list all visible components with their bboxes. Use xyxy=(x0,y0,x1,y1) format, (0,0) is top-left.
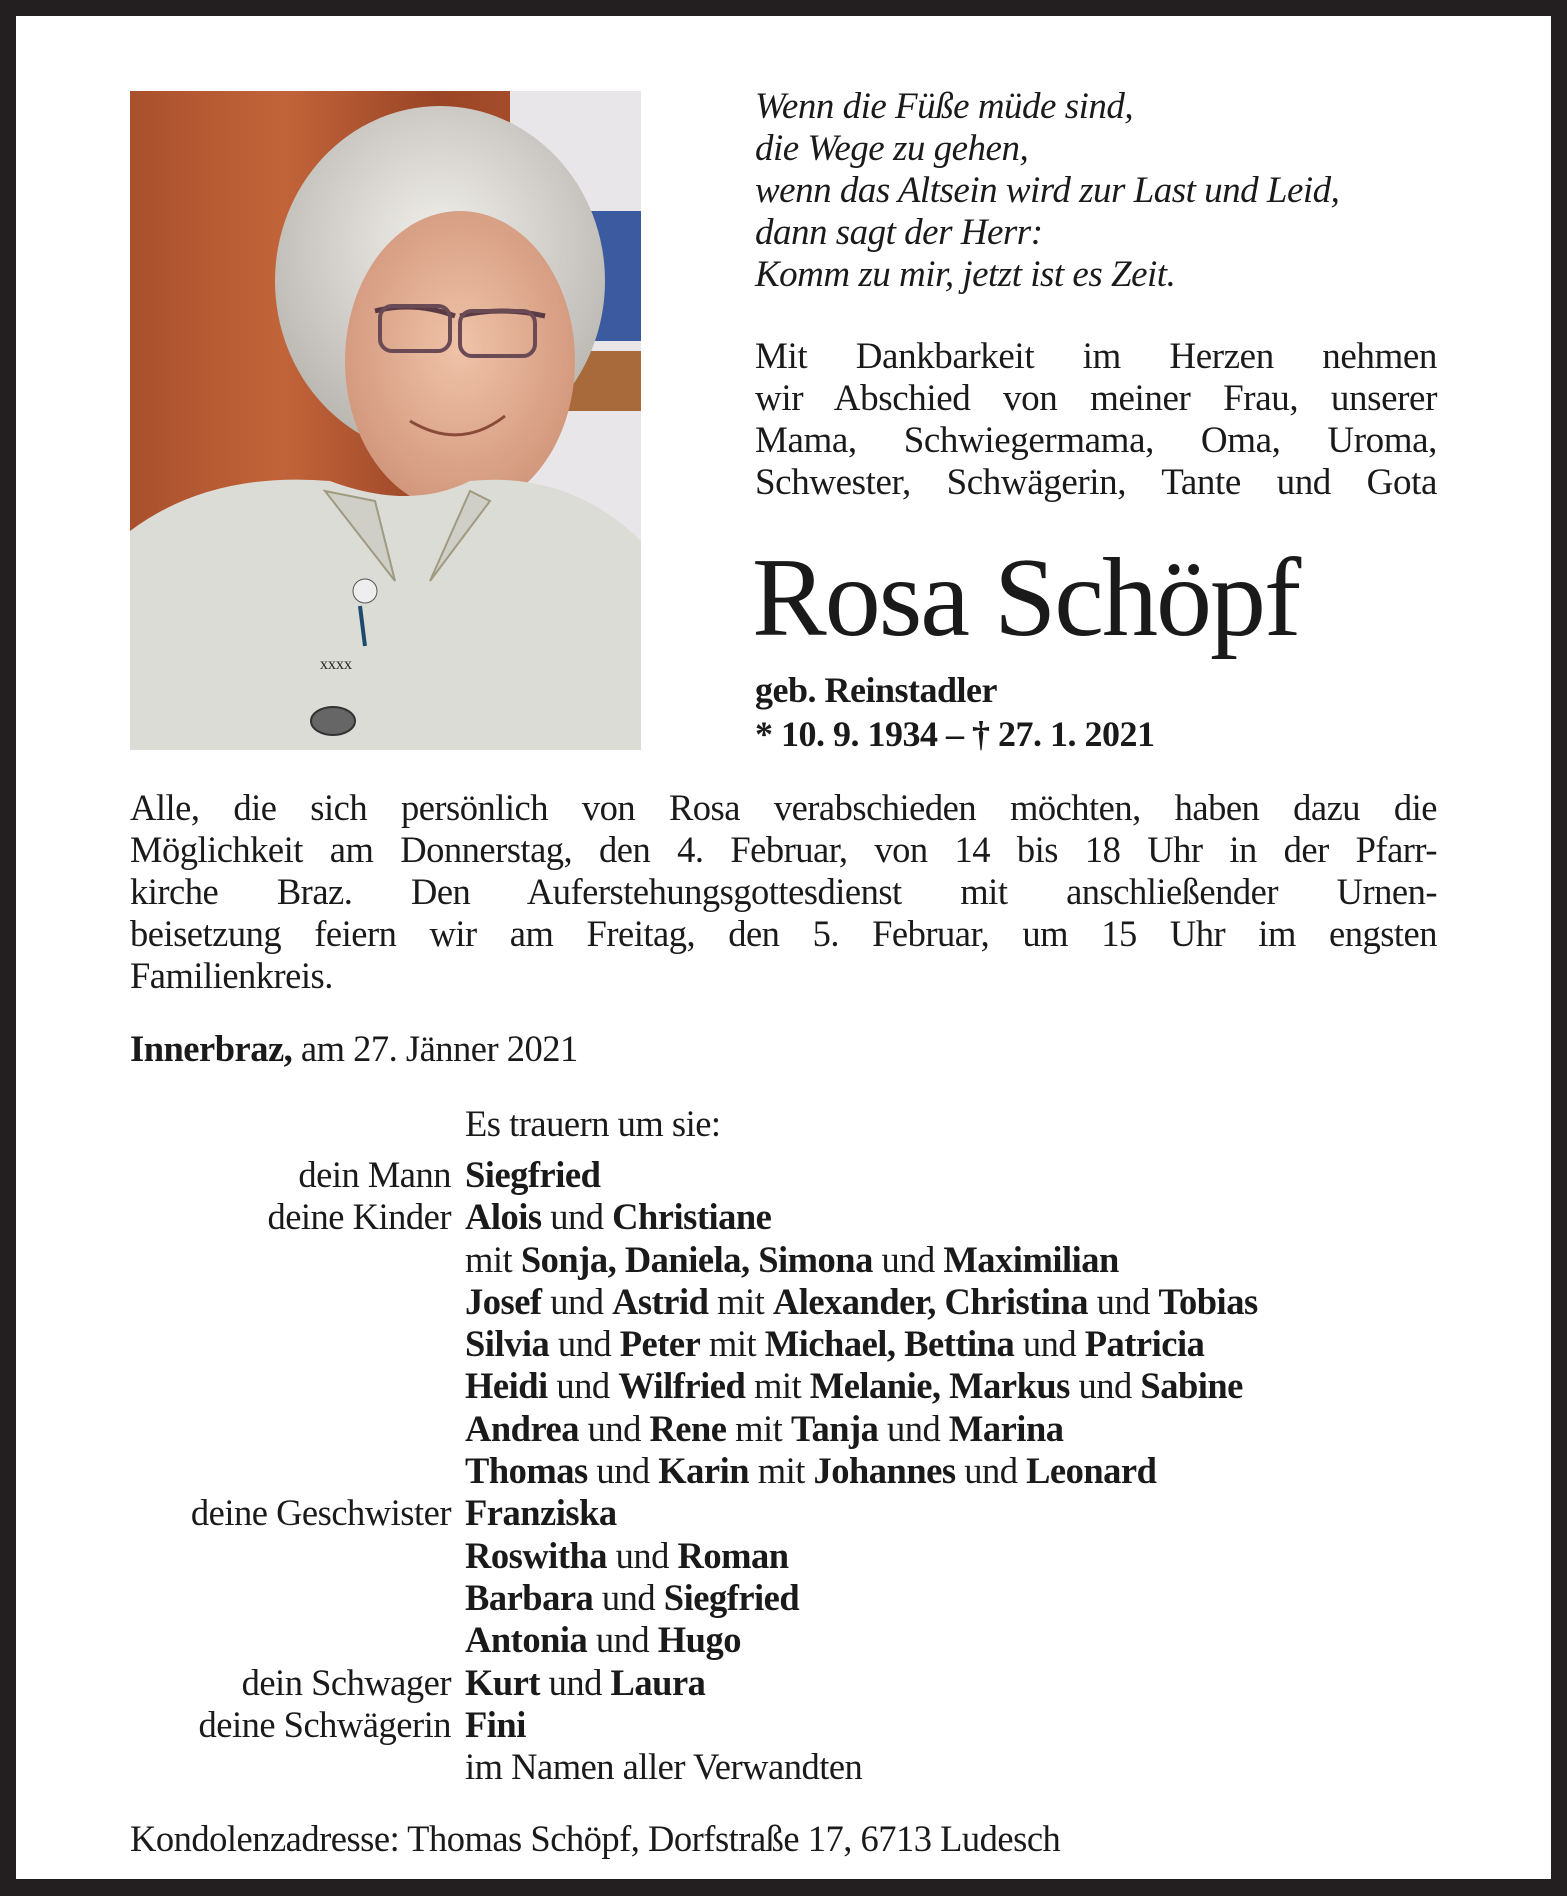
connector-text: mit xyxy=(745,1365,810,1407)
mourner-names xyxy=(465,1703,526,1747)
mourner-names xyxy=(465,1153,600,1197)
body-line: Alle, die sich persönlich von Rosa verabschieden möchten, haben dazu die xyxy=(130,787,1437,828)
connector-text: und xyxy=(593,1576,664,1618)
mourner-row xyxy=(0,1322,1567,1364)
connector-text: und xyxy=(578,1407,650,1449)
mourner-names xyxy=(465,1195,771,1239)
intro-line: wir Abschied von meiner Frau, unserer xyxy=(755,378,1437,419)
mourner-name: Barbara xyxy=(465,1576,594,1618)
mourners-heading: Es trauern um sie: xyxy=(465,1103,721,1144)
mourners-list xyxy=(0,1153,1567,1787)
ceremony-text xyxy=(130,787,1437,997)
mourner-row xyxy=(0,1153,1567,1195)
mourner-row xyxy=(0,1364,1567,1406)
body-line: beisetzung feiern wir am Freitag, den 5. Februar, um 15 Uhr im engsten xyxy=(130,913,1437,954)
life-dates: * 10. 9. 1934 – † 27. 1. 2021 xyxy=(755,714,1155,754)
mourner-name: Melanie, Markus xyxy=(809,1365,1070,1407)
mourner-name: Thomas xyxy=(465,1450,588,1492)
mourner-name: Johannes xyxy=(813,1450,956,1492)
mourner-name: Alexander, Christina xyxy=(772,1280,1089,1322)
connector-text: und xyxy=(1014,1323,1085,1365)
connector-text: mit xyxy=(465,1238,521,1280)
mourner-name: Andrea xyxy=(465,1407,579,1449)
relation-label: deine Schwägerin xyxy=(198,1703,451,1745)
poem-line: wenn das Altsein wird zur Last und Leid, xyxy=(755,170,1340,211)
poem xyxy=(755,86,1339,296)
connector-text: mit xyxy=(749,1450,814,1492)
mourner-name: Heidi xyxy=(465,1365,548,1407)
mourner-row xyxy=(0,1449,1567,1491)
mourner-names xyxy=(465,1661,705,1705)
mourner-names xyxy=(465,1280,1258,1324)
connector-text: und xyxy=(587,1619,658,1661)
body-line: kirche Braz. Den Auferstehungsgottesdienst mit anschließender Urnen- xyxy=(130,871,1437,912)
mourner-names xyxy=(465,1576,799,1620)
mourner-name: Wilfried xyxy=(618,1365,746,1407)
mourner-names xyxy=(465,1534,789,1578)
mourner-name: Astrid xyxy=(612,1280,709,1322)
relation-label: deine Geschwister xyxy=(190,1492,451,1534)
connector-text: und xyxy=(587,1450,659,1492)
mourner-name: Leonard xyxy=(1026,1450,1157,1492)
mourner-names xyxy=(465,1322,1204,1366)
poem-line: dann sagt der Herr: xyxy=(755,212,1043,253)
connector-text: und xyxy=(547,1365,619,1407)
intro-line: Mit Dankbarkeit im Herzen nehmen xyxy=(755,336,1437,377)
connector-text: und xyxy=(541,1280,613,1322)
mourner-name: Karin xyxy=(658,1450,750,1492)
mourner-name: Peter xyxy=(619,1323,701,1365)
place-date-text: am 27. Jänner 2021 xyxy=(300,1028,578,1069)
connector-text: im Namen aller Verwandten xyxy=(465,1746,863,1788)
poem-line: die Wege zu gehen, xyxy=(755,128,1029,169)
connector-text: und xyxy=(549,1323,620,1365)
intro-line: Mama, Schwiegermama, Oma, Uroma, xyxy=(755,420,1437,461)
mourner-row xyxy=(0,1534,1567,1576)
relation-label: dein Schwager xyxy=(241,1661,451,1703)
mourner-name: Christiane xyxy=(612,1196,772,1238)
mourner-name: Rene xyxy=(649,1407,727,1449)
mourner-name: Laura xyxy=(610,1661,706,1703)
connector-text: mit xyxy=(700,1323,765,1365)
connector-text: und xyxy=(878,1407,949,1449)
relation-label: dein Mann xyxy=(298,1154,451,1195)
mourner-name: Sonja, Daniela, Simona xyxy=(520,1238,873,1280)
mourner-name: Josef xyxy=(465,1280,542,1322)
mourner-row xyxy=(0,1238,1567,1280)
portrait-photo xyxy=(130,91,641,750)
connector-text: und xyxy=(540,1661,611,1703)
connector-text: und xyxy=(872,1238,944,1280)
mourner-row xyxy=(0,1618,1567,1660)
mourner-name: Roswitha xyxy=(465,1534,608,1576)
connector-text: mit xyxy=(708,1280,773,1322)
body-line: Möglichkeit am Donnerstag, den 4. Februar, von 14 bis 18 Uhr in der Pfarr- xyxy=(130,829,1437,870)
mourner-name: Silvia xyxy=(465,1323,550,1365)
connector-text: und xyxy=(607,1534,678,1576)
mourner-names xyxy=(465,1238,1119,1282)
mourner-row xyxy=(0,1745,1567,1787)
mourner-name: Fini xyxy=(465,1703,526,1745)
maiden-name: geb. Reinstadler xyxy=(755,670,997,710)
mourner-name: Alois xyxy=(465,1196,542,1238)
mourner-row xyxy=(0,1576,1567,1618)
mourner-name: Siegfried xyxy=(465,1154,601,1195)
relation-label: deine Kinder xyxy=(267,1196,451,1238)
mourner-name: Antonia xyxy=(465,1619,588,1661)
mourner-name: Roman xyxy=(677,1534,789,1576)
mourner-names xyxy=(465,1407,1064,1451)
mourner-name: Sabine xyxy=(1140,1365,1243,1407)
deceased-name: Rosa Schöpf xyxy=(752,536,1300,660)
poem-line: Wenn die Füße müde sind, xyxy=(755,86,1134,127)
place-date xyxy=(130,1027,578,1071)
birth-info xyxy=(755,668,1155,756)
connector-text: und xyxy=(1069,1365,1141,1407)
mourner-row xyxy=(0,1195,1567,1237)
body-line: Familienkreis. xyxy=(130,955,333,996)
mourner-names xyxy=(465,1618,741,1662)
connector-text: und xyxy=(955,1450,1027,1492)
mourner-row xyxy=(0,1407,1567,1449)
mourner-row xyxy=(0,1280,1567,1322)
mourner-row xyxy=(0,1703,1567,1745)
svg-text:xxxx: xxxx xyxy=(320,656,352,673)
mourner-names xyxy=(465,1491,617,1535)
mourner-name: Tobias xyxy=(1158,1280,1258,1322)
mourner-name: Kurt xyxy=(465,1661,541,1703)
mourner-names xyxy=(465,1745,862,1789)
mourner-names xyxy=(465,1364,1243,1408)
mourner-name: Michael, Bettina xyxy=(764,1323,1015,1365)
connector-text: mit xyxy=(726,1407,791,1449)
condolence-address: Kondolenzadresse: Thomas Schöpf, Dorfstraße 17, 6713 Ludesch xyxy=(130,1818,1061,1859)
mourner-name: Patricia xyxy=(1084,1323,1205,1365)
mourner-name: Franziska xyxy=(465,1492,617,1534)
mourner-names xyxy=(465,1449,1156,1493)
mourner-row xyxy=(0,1661,1567,1703)
connector-text: und xyxy=(1088,1280,1159,1322)
intro-line: Schwester, Schwägerin, Tante und Gota xyxy=(755,462,1437,503)
mourner-name: Hugo xyxy=(657,1619,741,1661)
mourner-name: Siegfried xyxy=(663,1576,800,1618)
poem-line: Komm zu mir, jetzt ist es Zeit. xyxy=(755,254,1176,295)
mourner-row xyxy=(0,1491,1567,1533)
mourner-name: Tanja xyxy=(790,1407,879,1449)
mourner-name: Maximilian xyxy=(943,1238,1119,1280)
place-town: Innerbraz, xyxy=(130,1028,293,1069)
mourner-name: Marina xyxy=(948,1407,1064,1449)
farewell-intro xyxy=(755,336,1437,504)
connector-text: und xyxy=(541,1196,613,1238)
